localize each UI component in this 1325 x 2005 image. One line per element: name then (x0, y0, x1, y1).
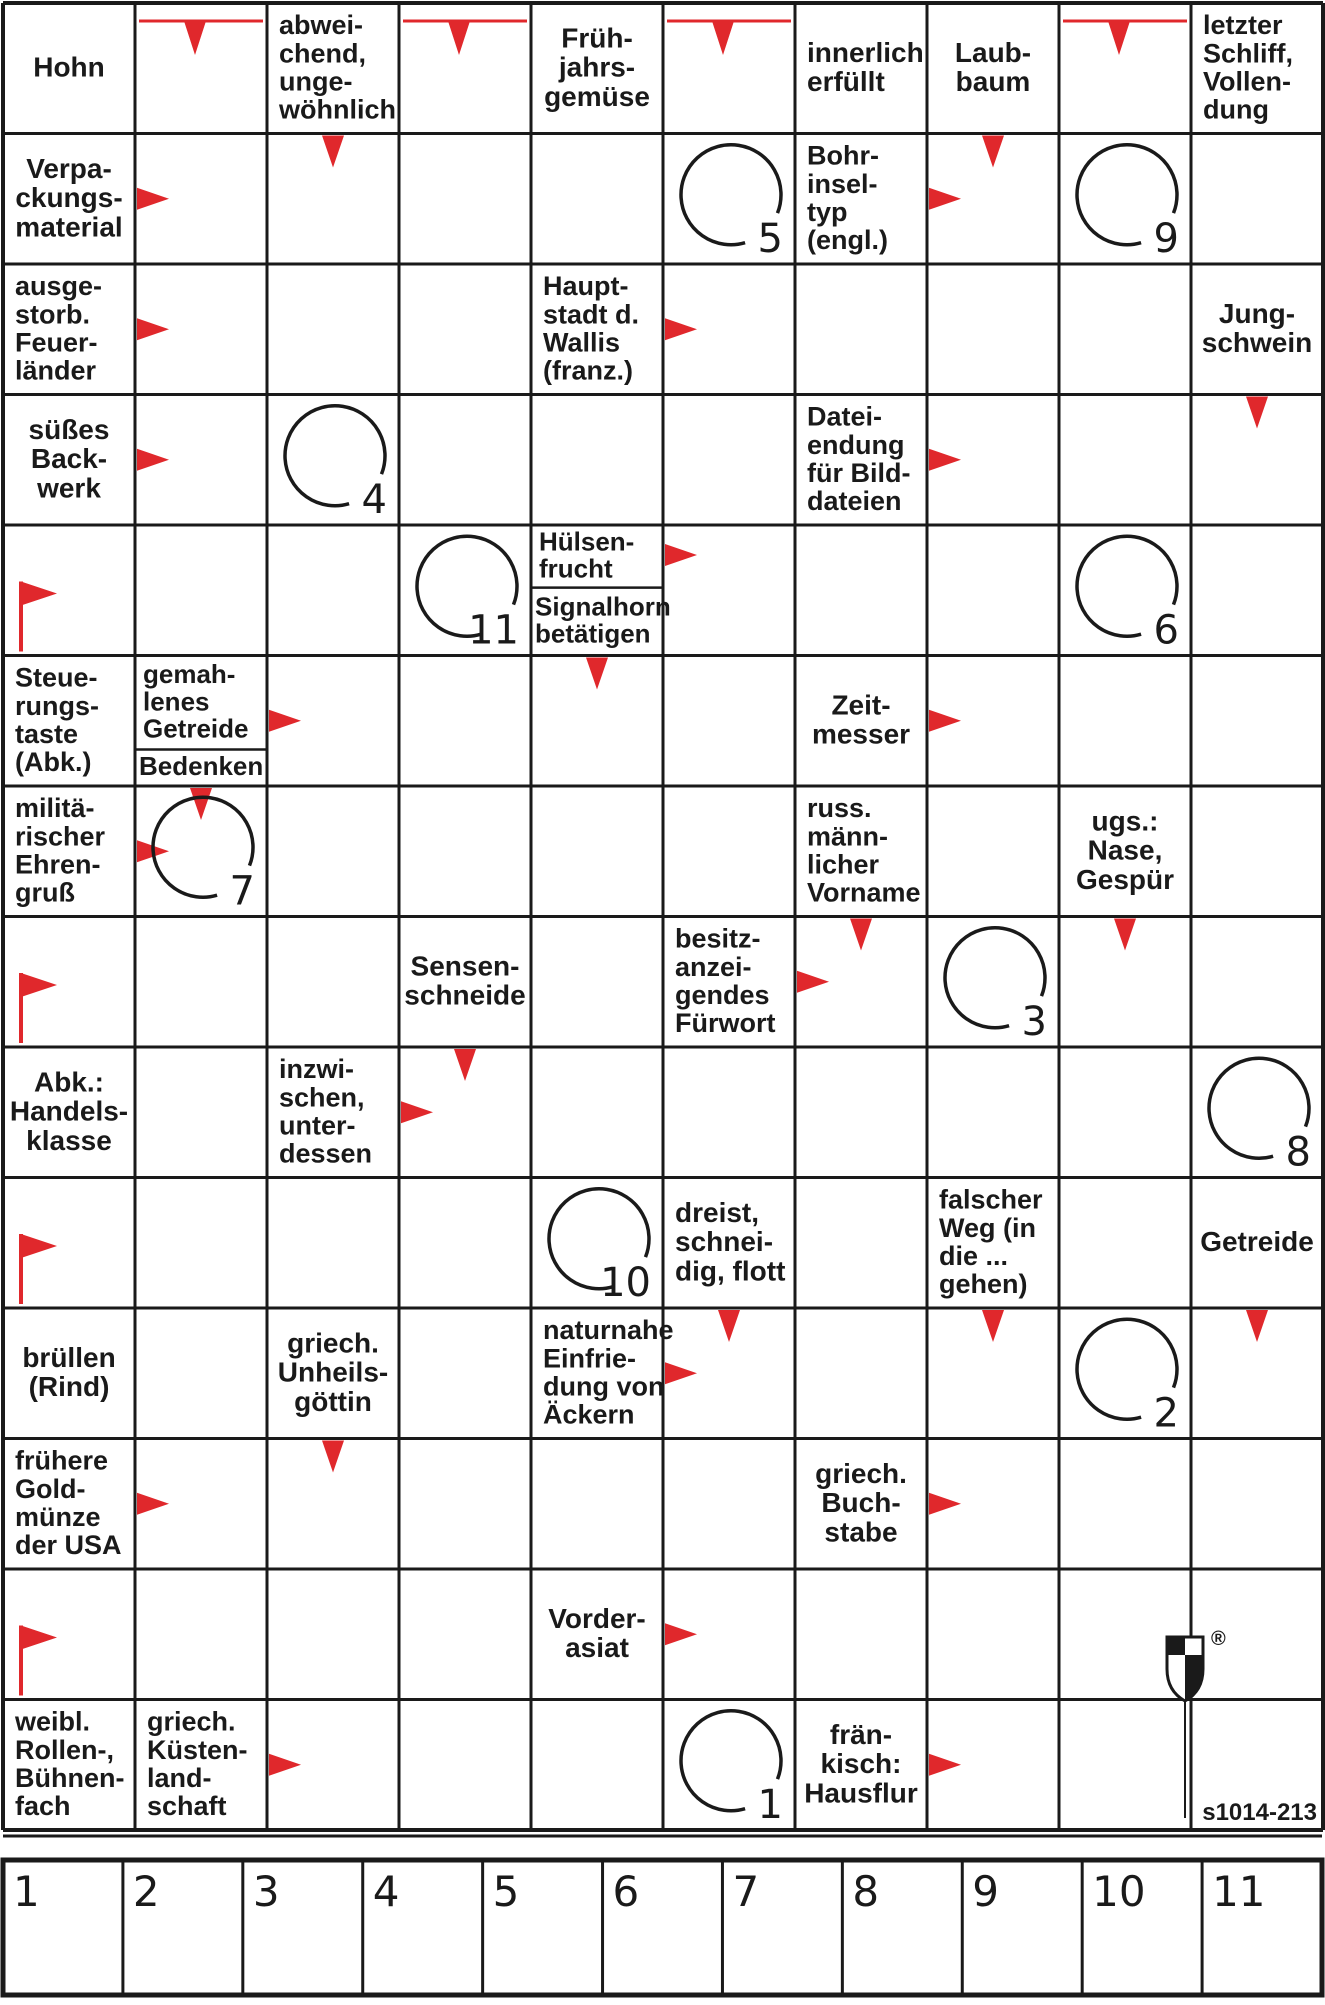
answer-cell[interactable] (399, 1308, 531, 1439)
c-jungschwein: Jung-schwein (1201, 298, 1313, 359)
answer-cell[interactable] (795, 525, 927, 656)
answer-cell[interactable] (1059, 264, 1191, 395)
answer-cell[interactable] (399, 786, 531, 917)
answer-cell[interactable] (267, 1569, 399, 1700)
shield-quarter (1167, 1637, 1185, 1655)
answer-cell[interactable] (531, 134, 663, 265)
answer-cell[interactable] (663, 1439, 795, 1570)
answer-cell[interactable] (135, 1047, 267, 1178)
solution-circle-number: 8 (1285, 1129, 1311, 1176)
answer-cell[interactable] (1059, 656, 1191, 787)
solution-cell-number: 2 (132, 1867, 160, 1916)
c-ehrengruss: militä-rischer Ehren-gruß (15, 793, 106, 908)
solution-cell-number: 1 (13, 1867, 40, 1916)
c-getreide-bedenken-bottom: Bedenken (139, 751, 264, 782)
solution-cell-number: 3 (252, 1867, 280, 1916)
solution-circle-number: 10 (600, 1260, 651, 1306)
c-bruellen: brüllen (Rind) (22, 1342, 116, 1403)
answer-cell[interactable] (399, 395, 531, 526)
answer-cell[interactable] (1059, 1700, 1191, 1831)
answer-cell[interactable] (135, 1569, 267, 1700)
solution-circle-number: 7 (229, 868, 255, 915)
c-nase: ugs.: Nase, Gespür (1075, 805, 1175, 895)
solution-circle-number: 3 (1021, 999, 1047, 1045)
c-inzwischen: inzwi-schen, unter-dessen (279, 1054, 373, 1169)
answer-cell[interactable] (531, 786, 663, 917)
c-bühnenfach: weibl. Rollen-, Bühnen-fach (15, 1706, 125, 1821)
answer-cell[interactable] (135, 917, 267, 1048)
c-sensenschneide: Sensen-schneide (404, 950, 526, 1011)
answer-cell[interactable] (531, 395, 663, 526)
answer-cell[interactable] (399, 1178, 531, 1309)
c-falscher-weg: falscher Weg (in die ... gehen) (939, 1184, 1043, 1299)
answer-cell[interactable] (399, 264, 531, 395)
c-kuestenlandschaft: griech. Küsten-land-schaft (147, 1706, 248, 1821)
answer-cell[interactable] (267, 264, 399, 395)
c-verpackung: Verpa-ckungs-material (15, 153, 123, 243)
answer-cell[interactable] (927, 264, 1059, 395)
solution-cell-number: 11 (1212, 1867, 1266, 1916)
solution-cell-number: 5 (492, 1867, 520, 1916)
answer-cell[interactable] (663, 525, 795, 656)
answer-cell[interactable] (531, 1700, 663, 1831)
answer-cell[interactable] (399, 1569, 531, 1700)
registered-mark: ® (1211, 1628, 1226, 1650)
c-einfriedung: naturnahe Einfrie-dung von Äckern (543, 1315, 674, 1430)
answer-cell[interactable] (1191, 1439, 1323, 1570)
answer-cell[interactable] (663, 1047, 795, 1178)
answer-cell[interactable] (531, 1047, 663, 1178)
solution-cell-number: 9 (972, 1867, 1000, 1916)
answer-cell[interactable] (927, 1047, 1059, 1178)
answer-cell[interactable] (795, 1047, 927, 1178)
answer-cell[interactable] (531, 917, 663, 1048)
c-wallis: Haupt-stadt d. Wallis (franz.) (543, 271, 640, 386)
solution-cell-number: 10 (1092, 1867, 1146, 1916)
answer-cell[interactable] (267, 525, 399, 656)
puzzle-code: s1014-213 (1202, 1799, 1317, 1826)
answer-cell[interactable] (135, 1308, 267, 1439)
answer-cell[interactable] (531, 1439, 663, 1570)
solution-circle-number: 5 (757, 216, 783, 262)
answer-cell[interactable] (795, 1178, 927, 1309)
answer-cell[interactable] (267, 786, 399, 917)
answer-cell[interactable] (267, 917, 399, 1048)
answer-cell[interactable] (663, 395, 795, 526)
c-dreist: dreist, schnei-dig, flott (675, 1197, 786, 1287)
c-handelsklasse: Abk.: Handels-klasse (9, 1066, 129, 1156)
solution-cell-number: 6 (612, 1867, 640, 1916)
c-huelsenfrucht-signalhorn-top: Hülsen-frucht (539, 526, 635, 584)
answer-cell[interactable] (1191, 525, 1323, 656)
c-dateiendung: Datei-endung für Bild-dateien (807, 401, 911, 516)
solution-circle-number: 6 (1153, 607, 1179, 654)
c-fruehjahrsgemuese: Früh-jahrs-gemüse (544, 22, 650, 112)
answer-cell[interactable] (663, 786, 795, 917)
c-huelsenfrucht-signalhorn-bottom: Signalhorn betätigen (535, 591, 671, 649)
c-zeitmesser: Zeit-messer (811, 689, 911, 750)
answer-cell[interactable] (1191, 656, 1323, 787)
answer-cell[interactable] (795, 264, 927, 395)
c-abweichend: abwei-chend, unge-wöhnlich (279, 10, 396, 125)
answer-cell[interactable] (927, 525, 1059, 656)
c-hausflur: frän-kisch: Hausflur (804, 1719, 918, 1809)
c-letzter-schliff: letzter Schliff, Vollen-dung (1203, 10, 1294, 125)
c-backwerk: süßes Back-werk (28, 414, 110, 504)
answer-cell[interactable] (135, 1178, 267, 1309)
c-hohn: Hohn (33, 51, 105, 83)
c-griech-buchstabe: griech. Buch-stabe (815, 1458, 907, 1548)
solution-circle-number: 4 (361, 477, 387, 523)
answer-cell[interactable] (399, 1700, 531, 1831)
c-innerlich: innerlich erfüllt (807, 37, 924, 98)
c-feuerlaender: ausge-storb. Feuer-länder (15, 271, 103, 386)
c-laubbaum: Laub-baum (954, 37, 1032, 98)
solution-cell-number: 8 (852, 1867, 880, 1916)
c-goldmuenze: frühere Gold-münze der USA (15, 1445, 122, 1560)
answer-cell[interactable] (927, 786, 1059, 917)
answer-cell[interactable] (399, 656, 531, 787)
c-unheilsgoettin: griech. Unheils-göttin (277, 1327, 389, 1417)
answer-cell[interactable] (795, 1308, 927, 1439)
answer-cell[interactable] (1059, 395, 1191, 526)
solution-cell-number: 4 (372, 1867, 400, 1916)
answer-cell[interactable] (927, 1569, 1059, 1700)
answer-cell[interactable] (1059, 1439, 1191, 1570)
solution-circle-number: 11 (468, 607, 519, 654)
answer-cell[interactable] (1059, 1047, 1191, 1178)
solution-circle-number: 1 (757, 1782, 783, 1828)
answer-cell[interactable] (1191, 134, 1323, 265)
c-steuerungstaste: Steue-rungs-taste (Abk.) (15, 662, 99, 777)
solution-cell-number: 7 (732, 1867, 760, 1916)
c-bohrinsel: Bohr-insel-typ (engl.) (807, 140, 888, 255)
answer-cell[interactable] (1059, 1178, 1191, 1309)
answer-cell[interactable] (663, 656, 795, 787)
answer-cell[interactable] (135, 525, 267, 656)
solution-circle-number: 2 (1153, 1390, 1179, 1437)
c-getreide-bedenken-top: gemah-lenes Getreide (143, 659, 249, 744)
answer-cell[interactable] (267, 1178, 399, 1309)
c-russ-vorname: russ. männ-licher Vorname (807, 793, 921, 908)
answer-cell[interactable] (1191, 917, 1323, 1048)
answer-cell[interactable] (399, 1439, 531, 1570)
solution-circle-number: 9 (1153, 216, 1179, 262)
c-vorderasiat: Vorder-asiat (548, 1603, 646, 1664)
answer-cell[interactable] (795, 1569, 927, 1700)
answer-cell[interactable] (399, 134, 531, 265)
c-fuerwort: besitz-anzei-gendes Fürwort (675, 923, 776, 1038)
answer-cell[interactable] (1191, 786, 1323, 917)
c-getreide: Getreide (1200, 1226, 1314, 1258)
